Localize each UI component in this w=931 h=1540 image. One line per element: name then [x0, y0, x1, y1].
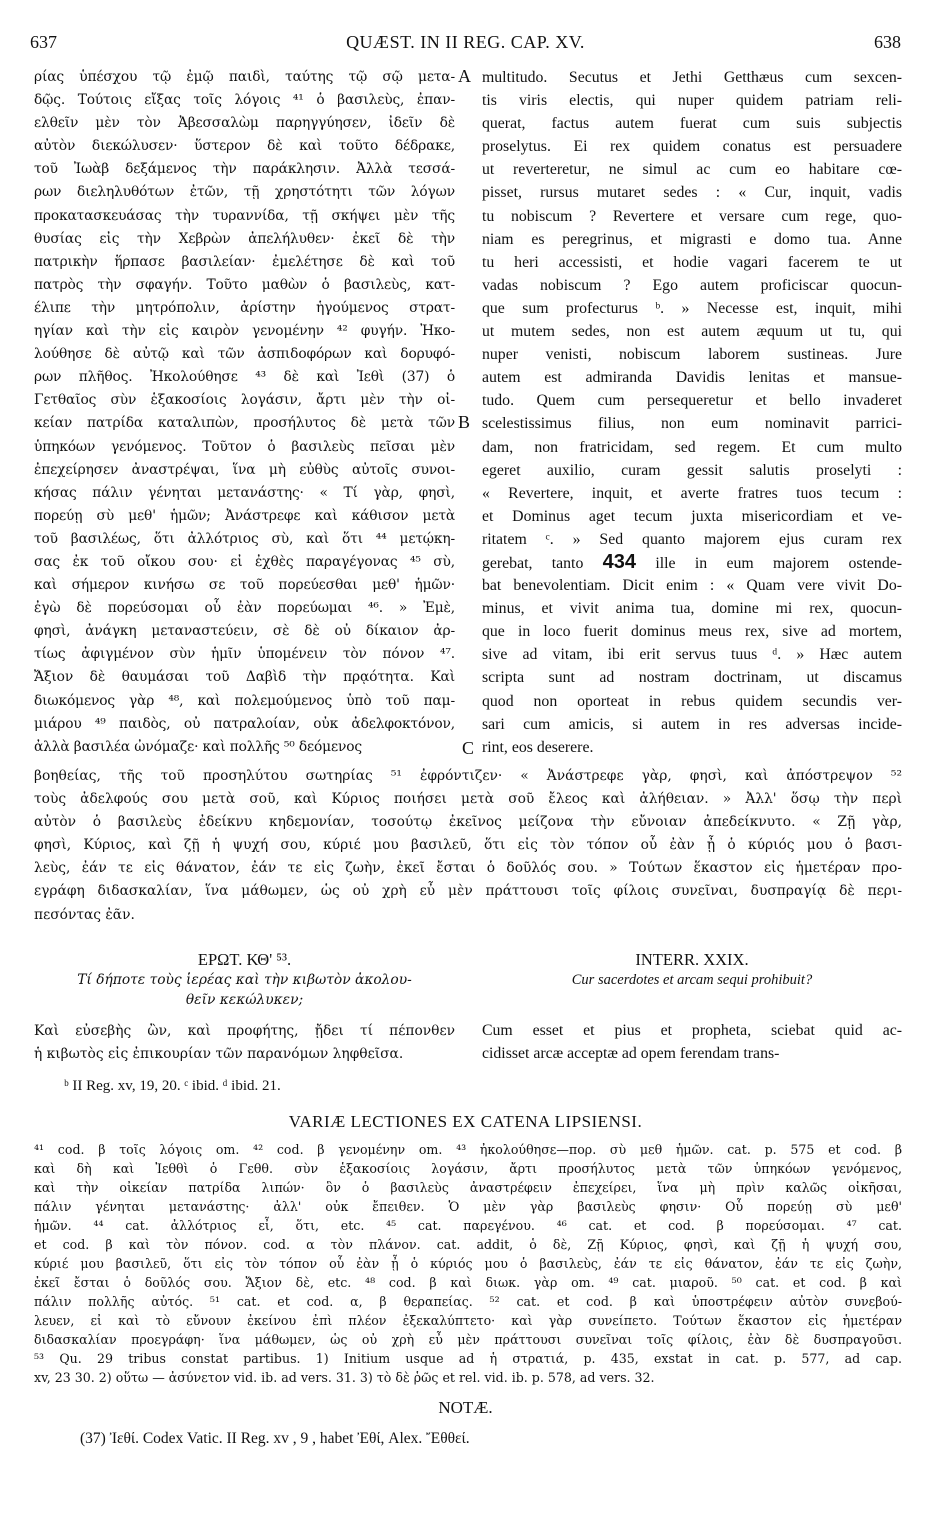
greek-column-line: κείαν πατρίδα καταλιπὼν, προσήλυτος δὲ μετὰ τῶν	[34, 415, 455, 432]
latin-column-line: proselytus. Ei rex quidem conatus est persuadere	[482, 138, 902, 156]
variae-line: πάλιν πολλῆς αὐτός. ⁵¹ cat. et cod. α, β θεραπείας. ⁵² cat. et cod. β καὶ ὑποστρέφειν αὐτὸν συνεβού-	[34, 1294, 902, 1309]
greek-column-line: ρίας ὑπέσχου τῷ ἐμῷ παιδὶ, ταύτης τῷ σῷ μετα-	[34, 69, 455, 85]
variae-line: ἡμῶν. ⁴⁴ cat. ἀλλότριος εἶ, ὅτι, etc. ⁴⁵ cat. παρεγένου. ⁴⁶ cat. et cod. β πορεύσομαι. ⁴⁷ cat.	[34, 1218, 902, 1233]
full-width-greek-line: λεὺς, ἐάν τε εἰς θάνατον, ἐάν τε εἰς ζωὴν, ἐκεῖ ἔσται ὁ δοῦλός σου. » Τούτων ἕκαστον εἰς ἡμετέραν προ-	[34, 860, 902, 877]
full-width-greek-line: αὐτὸν ὁ βασιλεὺς ἐδείκνυ κηδεμονίαν, τοσούτῳ ἐκεῖνος μείζονα τὴν εὔνοιαν ἀπεδείκνυτο. « Ζῇ γὰρ,	[34, 814, 902, 831]
latin-answer-line: Cum esset et pius et propheta, sciebat quid ac-	[482, 1022, 902, 1039]
greek-column-line: ηγίαν καὶ τὴν εἰς καιρὸν γενομένην ⁴² φυγήν. Ἠκο-	[34, 323, 455, 340]
greek-answer-line: Καὶ εὐσεβὴς ὢν, καὶ προφήτης, ᾔδει τί πέπονθεν	[34, 1023, 455, 1039]
latin-column-line: que sum profecturus ᵇ. » Necesse est, inquit, mihi	[482, 299, 902, 317]
latin-column-line: gerebat, tanto 434 ille in eum majorem ostende-	[482, 550, 902, 573]
greek-column-line: πατρὸς τὴν σφαγήν. Τοῦτο μαθὼν ὁ βασιλεὺς, κατ-	[34, 276, 455, 293]
latin-column-line: querat, factus autem fuerat cum suis subjectis	[482, 115, 902, 133]
latin-column-line: tudo. Quem cum persequeretur et bello invaderet	[482, 392, 902, 410]
greek-column-line: κήσας πάλιν γένηται μετανάστης· « Τί γὰρ, φησὶ,	[34, 484, 455, 501]
latin-column-line: sive ad vitam, ibi erit servus tuus ᵈ. » Hæc autem	[482, 646, 902, 664]
variae-line: καὶ τὴν οἰκείαν πατρίδα λιπών· ὃν ὁ βασιλεὺς ἀναστρέφειν ἐπεχείρει, ἵνα μὴ πρὶν καλῶς οἰκῆσαι,	[34, 1180, 902, 1195]
greek-column-line: σας ἐκ τοῦ οἴκου σου· εἰ ἐχθὲς παραγέγονας ⁴⁵ σὺ,	[34, 553, 455, 570]
greek-column-line: τοῦ Ἰωὰβ δεξάμενος τὴν παράκλησιν. Ἀλλὰ τεσσά-	[34, 161, 455, 178]
running-title: QUÆST. IN II REG. CAP. XV.	[346, 32, 585, 52]
greek-column-line: αὐτὸν διεκώλυσεν· ὕστερον δὲ καὶ τοῦτο δέδρακε,	[34, 138, 455, 155]
variae-line: καὶ δὴ καὶ Ἰεθθὶ ὁ Γεθθ. σὺν ἑξακοσίοις λογάσιν, ἄρτι προσήλυτος μετὰ τῶν ὑπηκόων γενόμενος,	[34, 1161, 902, 1176]
greek-column-line: μιάρου ⁴⁹ παιδὸς, οὐ πατραλοίαν, οὐκ ἀδελφοκτόνον,	[34, 715, 455, 732]
notae-entry: (37) Ἰεθί. Codex Vatic. II Reg. xv , 9 , habet Ἐθί, Alex. Ἔθθεί.	[80, 1430, 470, 1447]
greek-column	[34, 66, 455, 759]
full-width-greek-line: βοηθείας, τῆς τοῦ προσηλύτου σωτηρίας ⁵¹ ἐφρόντιζεν· « Ἀνάστρεφε γὰρ, φησὶ, καὶ ἀπόστρεψον ⁵²	[34, 768, 902, 784]
latin-column-line: bat benevolentiam. Dicit enim : « Quam vere vivit Do-	[482, 577, 902, 595]
greek-column-line: προκατασκευάσας τὴν τυραννίδα, τῇ σκήψει μὲν τῆς	[34, 207, 455, 224]
latin-column-line: dam, non fratricidam, sed regem. Et cum multo	[482, 438, 902, 456]
latin-question-heading	[482, 950, 902, 990]
full-width-greek-line: πεσόντας ἐᾶν.	[34, 906, 135, 923]
latin-column-line: tu heri accessisti, et hodie vagari facerem te ut	[482, 253, 902, 271]
greek-column-line: ρων διεληλυθότων ἐτῶν, τῇ χρηστότητι τῶν λόγων	[34, 184, 455, 201]
latin-column-line: niam es peregrinus, et migrasti e domo tua. Anne	[482, 230, 902, 248]
greek-column-line: δῷς. Τούτοις εἴξας τοῖς λόγοις ⁴¹ ὁ βασιλεὺς, ἐπαν-	[34, 92, 455, 109]
greek-column-line: ἀλλὰ βασιλέα ὠνόμαζε· καὶ πολλῆς ⁵⁰ δεόμενος	[34, 738, 362, 755]
variae-line: ἐκεῖ ἔσται ὁ δοῦλός σου. Ἄξιον δὲ, etc. ⁴⁸ cod. β καὶ διωκ. γὰρ om. ⁴⁹ cat. μιαροῦ. ⁵⁰ cat. et cod. β καὶ	[34, 1275, 902, 1290]
latin-question-subtitle: Cur sacerdotes et arcam sequi prohibuit?	[571, 972, 813, 988]
greek-question-heading	[34, 950, 455, 1010]
variae-line: ⁵³ Qu. 29 tribus constat partibus. 1) Initium usque ad ἡ στρατιά, p. 435, exstat in cat. p. 577, ad cap.	[34, 1351, 902, 1366]
full-width-greek-line: εγράφη διδασκαλίαν, ἵνα μάθωμεν, ὡς οὐ χρὴ εὖ μὲν πράττουσι τοῖς φίλοις συνεῖναι, δυσπραγίᾳ δὲ περι-	[34, 883, 902, 900]
variae-line: ⁴¹ cod. β τοῖς λόγοις om. ⁴² cod. β γενομένην om. ⁴³ ἠκολούθησε—πορ. σὺ μεθ ἡμῶν. cat. p. 575 et cod. β	[34, 1142, 902, 1157]
notae-heading: NOTÆ.	[438, 1398, 493, 1417]
latin-column-line: minus, et vivit anima tua, domine mi rex, quocun-	[482, 600, 902, 618]
latin-column-line: multitudo. Secutus et Jethi Getthæus cum sexcen-	[482, 69, 902, 86]
page-number-left: 637	[30, 32, 57, 52]
greek-column-line: καὶ σήμερον κινήσω σε τοῦ πορεύεσθαι μεθ' ἡμῶν·	[34, 577, 455, 594]
greek-column-line: τίως ἀφιγμένον σὺν ἡμῖν ὑπομένειν τὸν πόνον ⁴⁷.	[34, 646, 455, 663]
variae-line: πάλιν γένηται μετανάστης· ἀλλ' οὐκ ἔπειθεν. Ὁ μὲν γὰρ βασιλεὺς φησιν· Οὗ πορεύῃ σὺ μεθ'	[34, 1199, 902, 1214]
greek-column-line: διωκόμενος γὰρ ⁴⁸, καὶ πολεμούμενος ὑπὸ τοῦ παμ-	[34, 692, 455, 709]
latin-column-line: tu nobiscum ? Revertere et versare cum rege, quo-	[482, 207, 902, 225]
latin-column-line: scelestissimus filius, non eum nominavit parrici-	[482, 415, 902, 433]
migne-column-number: 434	[602, 550, 637, 573]
margin-marker-c: C	[462, 738, 475, 758]
greek-column-line: πορεύῃ σὺ μεθ' ἡμῶν; Ἀνάστρεφε καὶ κάθισον μετὰ	[34, 507, 455, 524]
variae-line: κύριέ μου βασιλεῦ, ὅτι εἰς τὸν τόπον οὗ ἐὰν ᾖ ὁ κύριός μου ὁ βασιλεὺς, ἐάν τε εἰς θάνατον, ἐάν τε εἰς ζωὴν,	[34, 1256, 902, 1271]
page-number-right: 638	[874, 32, 901, 52]
variae-lectiones-text	[34, 1140, 902, 1387]
greek-question-subtitle-2: θεῖν κεκώλυκεν;	[185, 992, 304, 1008]
greek-column-line: ἐγὼ δὲ πορεύσομαι οὗ ἐὰν πορεύωμαι ⁴⁶. » Ἐμὲ,	[34, 600, 455, 617]
latin-question-title: INTERR. XXIX.	[635, 950, 749, 969]
latin-column-line: scripta sunt ad nostram doctrinam, ut discamus	[482, 669, 902, 687]
greek-column-line: θυσίας εἰς τὴν Χεβρὼν ἀπελήλυθεν· ἐκεῖ δὲ τὴν	[34, 230, 455, 247]
latin-column-line: nuper venisti, nobiscum laborem sustineas. Jure	[482, 346, 902, 364]
variae-lectiones-heading: VARIÆ LECTIONES EX CATENA LIPSIENSI.	[288, 1112, 643, 1131]
latin-column-line: ut mutem sedes, non est autem æquum ut tu, qui	[482, 323, 902, 341]
variae-line: xv, 23 30. 2) οὕτω — ἀσύνετον vid. ib. ad vers. 31. 3) τὸ δὲ ῥῶς et rel. vid. ib. p. 578, ad vers. 32.	[34, 1370, 655, 1385]
greek-column-line: ἐπεχείρησεν ἀναστρέψαι, ἵνα μὴ εὐθὺς αὐτοῖς συνοι-	[34, 461, 455, 478]
greek-answer	[34, 1018, 455, 1064]
full-width-greek-line: τοὺς ἀδελφούς σου μετὰ σοῦ, καὶ Κύριος ποιήσει μετὰ σοῦ ἔλεος καὶ ἀλήθειαν. » Ἀλλ' ὅσῳ τὴν περὶ	[34, 791, 902, 808]
running-header	[30, 32, 901, 56]
greek-question-title: ΕΡΩΤ. ΚΘ' ⁵³.	[197, 950, 292, 969]
latin-column-line: et Dominus aget tecum juxta misericordiam et ve-	[482, 507, 902, 525]
latin-column-line: que in loco fuerit dominus meus rex, sive ad mortem,	[482, 623, 902, 641]
latin-column-line: ritatem ᶜ. » Sed quanto majorem ejus curam rex	[482, 530, 902, 548]
greek-column-line: λούθησε δὲ αὐτῷ καὶ τῶν ἀσπιδοφόρων καὶ δορυφό-	[34, 346, 455, 363]
latin-column-line: vadas nobiscum ? Ego autem proficiscar quocun-	[482, 276, 902, 294]
full-width-greek-text	[34, 765, 902, 927]
latin-answer	[482, 1018, 902, 1064]
greek-column-line: ελθεῖν μὲν τὸν Ἀβεσσαλὼμ παρηγγύησεν, ἰδεῖν δὲ	[34, 115, 455, 132]
scripture-footnotes: ᵇ II Reg. xv, 19, 20. ᶜ ibid. ᵈ ibid. 21.	[64, 1078, 281, 1094]
margin-marker-a: A	[458, 66, 471, 86]
variae-line: et cod. β καὶ τὸν πόνον. cod. α τὸν πλάνον. cat. addit, ὁ δὲ, Ζῇ Κύριος, φησὶ, καὶ ζῇ ἡ ψυχή σου,	[34, 1237, 902, 1252]
latin-column-line: autem est admiranda Davidis lenitas et mansue-	[482, 369, 902, 387]
latin-column-line: tis viris electis, qui nuper quidem patriam reli-	[482, 92, 902, 110]
greek-column-line: φησὶ, ἀνάγκη μεταναστεύειν, σὲ δὲ οὐ δίκαιον ἀρ-	[34, 623, 455, 640]
greek-question-subtitle-1: Τί δήποτε τοὺς ἱερέας καὶ τὴν κιβωτὸν ἀκολου-	[77, 972, 412, 988]
greek-answer-line: ἡ κιβωτὸς εἰς ἐπικουρίαν τῶν παρανόμων ληφθεῖσα.	[34, 1046, 404, 1063]
latin-column-line: sari cum amicis, si autem in res adversas incide-	[482, 715, 902, 733]
latin-answer-line: cidisset arcæ acceptæ ad opem ferendam trans-	[482, 1045, 780, 1063]
greek-column-line: Γετθαῖος σὺν ἑξακοσίοις λογάσιν, ἄρτι μὲν τὴν οἰ-	[34, 392, 455, 409]
latin-column-line: rint, eos deserere.	[482, 738, 594, 756]
latin-column-line: ut reverteretur, ne simul ac cum eo habitare cœ-	[482, 161, 902, 179]
latin-column-line: « Revertere, inquit, et averte fratres tuos tecum :	[482, 484, 902, 502]
greek-column-line: ὑπηκόων γενόμενος. Τοῦτον ὁ βασιλεὺς πεῖσαι μὲν	[34, 438, 455, 455]
latin-column-line: pisset, rursus mutaret sedes : « Cur, inquit, vadis	[482, 184, 902, 202]
latin-column-line: quod non oporteat in rebus quidem secundis ver-	[482, 692, 902, 710]
greek-column-line: πατρικὴν ἥρπασε βασιλείαν· ἐμελέτησε δὲ καὶ τοῦ	[34, 253, 455, 270]
greek-column-line: Ἄξιον δὲ θαυμάσαι τοῦ Δαβὶδ τὴν πρᾳότητα. Καὶ	[34, 669, 455, 686]
full-width-greek-line: φησὶ, Κύριος, καὶ ζῇ ἡ ψυχή σου, κύριέ μου βασιλεῦ, ὅτι εἰς τὸν τόπον οὗ ἐὰν ᾖ ὁ κύριός μου ὁ βασι-	[34, 837, 902, 854]
latin-column	[482, 66, 902, 759]
greek-column-line: έλιπε τὴν μητρόπολιν, ἀρίστην ἡγούμενος στρατ-	[34, 299, 455, 316]
greek-column-line: τοῦ βασιλέως, ὅτι ἀλλότριος σὺ, καὶ ὅτι ⁴⁴ μετῴκη-	[34, 530, 455, 547]
variae-line: διδασκαλίαν προεγράφη· ἵνα μάθωμεν, ὡς οὐ χρὴ εὖ μὲν πράττουσι συνεῖναι τοῖς φίλοις, ἐὰν δὲ δυσπραγοῦσι.	[34, 1332, 902, 1347]
latin-column-line: egeret auxilio, curam gessit salutis proselyti :	[482, 461, 902, 479]
variae-line: λευεν, εἰ καὶ τὸ εὔνουν ἐκείνου ἐπὶ πλέον ἐξεκαλύπτετο· καὶ γὰρ συνείπετο. Τούτων ἕκαστον εἰς ἡμετέραν	[34, 1313, 902, 1328]
margin-marker-b: B	[458, 412, 471, 432]
greek-column-line: ρων πλῆθος. Ἠκολούθησε ⁴³ δὲ καὶ Ἰεθὶ (37) ὁ	[34, 369, 455, 386]
